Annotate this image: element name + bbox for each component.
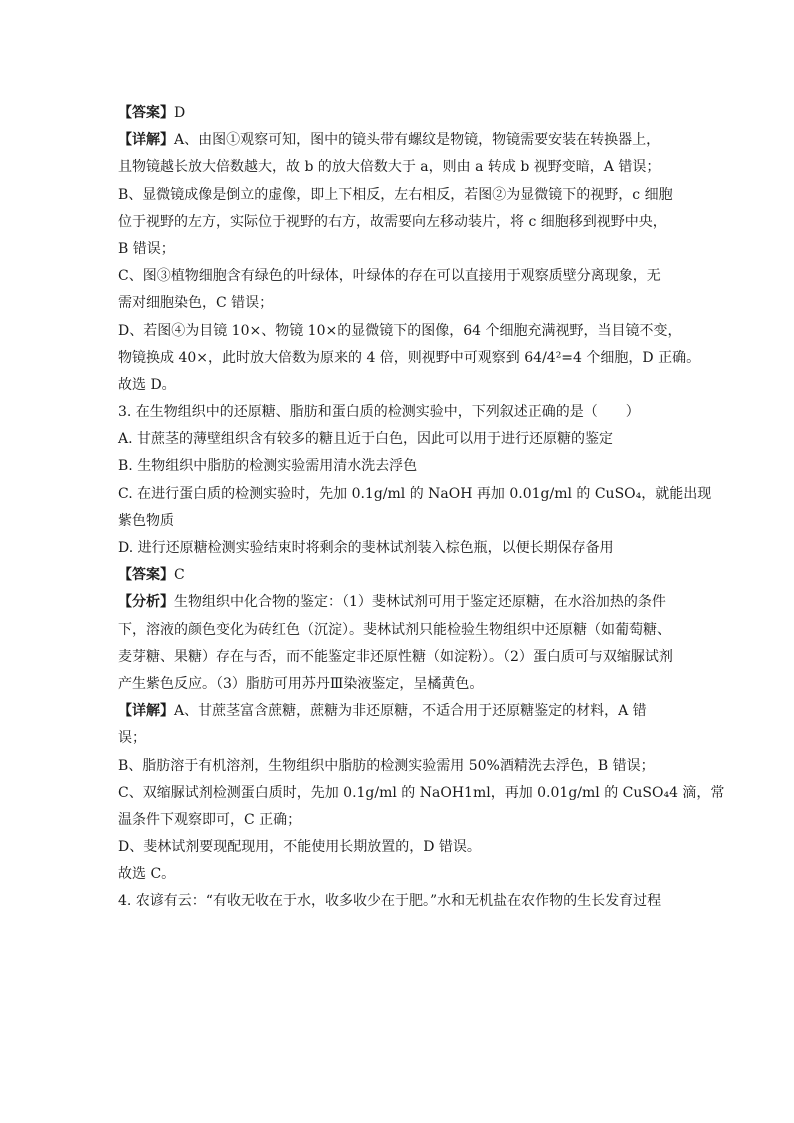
line-text: 故选 C。 xyxy=(118,866,176,883)
explanation-text: A、甘蔗茎富含蔗糖，蔗糖为非还原糖，不适合用于还原糖鉴定的材料，A 错 xyxy=(174,703,647,720)
text-line xyxy=(118,154,678,181)
line-text: 3. 在生物组织中的还原糖、脂肪和蛋白质的检测实验中，下列叙述正确的是（ ） xyxy=(118,404,640,421)
text-line xyxy=(118,345,701,372)
line-text: B. 生物组织中脂肪的检测实验需用清水洗去浮色 xyxy=(118,458,418,475)
text-line xyxy=(118,209,678,236)
line-text: A. 甘蔗茎的薄壁组织含有较多的糖且近于白色，因此可以用于进行还原糖的鉴定 xyxy=(118,431,614,448)
line-text: 温条件下观察即可，C 正确； xyxy=(118,811,302,828)
line-text: C、双缩脲试剂检测蛋白质时，先加 0.1g/ml 的 NaOH1ml，再加 0.01g/ml 的 CuSO₄4 滴，常 xyxy=(118,784,725,801)
answer-line xyxy=(118,562,678,589)
question-4-stem xyxy=(118,888,678,915)
answer-line xyxy=(118,100,678,127)
text-line xyxy=(118,725,678,752)
text-line xyxy=(118,780,725,807)
line-text: D、斐林试剂要现配现用，不能使用长期放置的，D 错误。 xyxy=(118,839,481,856)
document-body xyxy=(118,100,725,916)
line-text: 误； xyxy=(118,730,146,747)
question-3-option-d xyxy=(118,535,678,562)
text-line xyxy=(118,290,678,317)
text-line xyxy=(118,861,678,888)
question-3-option-b xyxy=(118,453,678,480)
line-text: 故选 D。 xyxy=(118,376,176,393)
line-text: 物镜换成 40×，此时放大倍数为原来的 4 倍，则视野中可观察到 64/4²=4 个细胞，D 正确。 xyxy=(118,349,701,366)
line-text: C. 在进行蛋白质的检测实验时，先加 0.1g/ml 的 NaOH 再加 0.01g/ml 的 CuSO₄，就能出现 xyxy=(118,485,712,502)
line-text: D. 进行还原糖检测实验结束时将剩余的斐林试剂装入棕色瓶，以便长期保存备用 xyxy=(118,540,614,556)
analysis-tag: 【分析】 xyxy=(118,594,174,611)
answer-text: C xyxy=(174,567,185,584)
line-text: B、显微镜成像是倒立的虚像，即上下相反，左右相反，若图②为显微镜下的视野，c 细胞 xyxy=(118,186,673,203)
text-line xyxy=(118,508,678,535)
line-text: 4. 农谚有云：“有收无收在于水，收多收少在于肥。”水和无机盐在农作物的生长发育过程 xyxy=(118,893,662,910)
text-line xyxy=(118,182,678,209)
text-line xyxy=(118,372,678,399)
text-line xyxy=(118,617,678,644)
line-text: 麦芽糖、果糖）存在与否，而不能鉴定非还原性糖（如淀粉）。（2）蛋白质可与双缩脲试剂 xyxy=(118,648,673,665)
answer-tag: 【答案】 xyxy=(118,567,174,584)
text-line xyxy=(118,318,682,345)
line-text: 且物镜越长放大倍数越大，故 b 的放大倍数大于 a，则由 a 转成 b 视野变暗，A 错误； xyxy=(118,159,661,176)
line-text: 下，溶液的颜色变化为砖红色（沉淀）。斐林试剂只能检验生物组织中还原糖（如葡萄糖、 xyxy=(118,621,671,638)
text-line xyxy=(118,263,678,290)
explanation-tag: 【详解】 xyxy=(118,703,174,720)
line-text: B 错误； xyxy=(118,240,175,257)
text-line xyxy=(118,236,678,263)
line-text: 位于视野的左方，实际位于视野的右方，故需要向左移动装片，将 c 细胞移到视野中央， xyxy=(118,213,667,230)
text-line xyxy=(118,753,678,780)
answer-tag: 【答案】 xyxy=(118,105,174,121)
explanation-line xyxy=(118,698,678,725)
analysis-line xyxy=(118,589,678,616)
explanation-tag: 【详解】 xyxy=(118,132,174,149)
line-text: C、图③植物细胞含有绿色的叶绿体，叶绿体的存在可以直接用于观察质壁分离现象，无 xyxy=(118,268,661,285)
analysis-text: 生物组织中化合物的鉴定：（1）斐林试剂可用于鉴定还原糖，在水浴加热的条件 xyxy=(174,594,666,611)
text-line xyxy=(118,671,678,698)
line-text: B、脂肪溶于有机溶剂，生物组织中脂肪的检测实验需用 50%酒精洗去浮色，B 错误； xyxy=(118,757,655,774)
answer-text: D xyxy=(174,105,186,121)
line-text: D、若图④为目镜 10×、物镜 10×的显微镜下的图像，64 个细胞充满视野，当目镜不变， xyxy=(118,322,682,339)
question-3-stem xyxy=(118,399,678,426)
explanation-text: A、由图①观察可知，图中的镜头带有螺纹是物镜，物镜需要安装在转换器上， xyxy=(174,132,661,149)
text-line xyxy=(118,834,678,861)
text-line xyxy=(118,807,678,834)
question-3-option-c xyxy=(118,481,712,508)
question-3-option-a xyxy=(118,426,678,453)
line-text: 产生紫色反应。（3）脂肪可用苏丹Ⅲ染液鉴定，呈橘黄色。 xyxy=(118,675,484,692)
explanation-line xyxy=(118,127,678,154)
line-text: 紫色物质 xyxy=(118,512,174,529)
text-line xyxy=(118,644,678,671)
line-text: 需对细胞染色，C 错误； xyxy=(118,295,274,312)
